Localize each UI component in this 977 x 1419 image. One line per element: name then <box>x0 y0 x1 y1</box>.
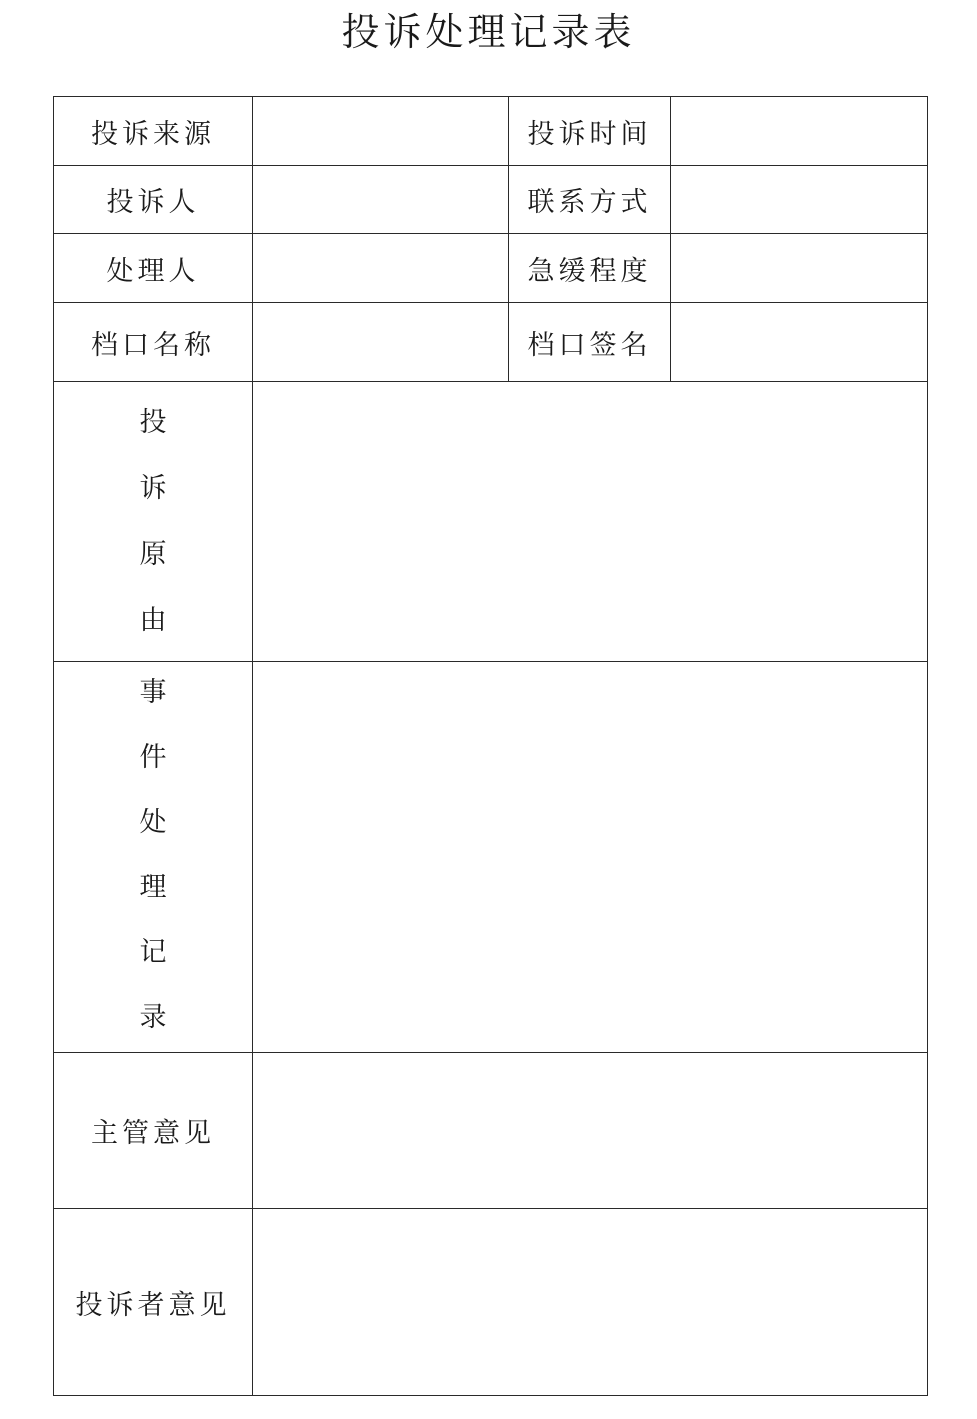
label-char: 原 <box>139 539 167 570</box>
label-handler: 处理人 <box>106 255 200 287</box>
label-complaint-source: 投诉来源 <box>91 118 215 150</box>
label-char: 投 <box>139 407 167 438</box>
form-title: 投诉处理记录表 <box>341 10 636 54</box>
supervisor-opinion-field[interactable] <box>253 1053 927 1208</box>
label-complaint-time: 投诉时间 <box>527 118 652 150</box>
label-char: 处 <box>139 807 167 838</box>
urgency-field[interactable] <box>671 234 927 302</box>
label-stall-signature: 档口签名 <box>527 329 652 361</box>
label-stall-name: 档口名称 <box>91 329 215 361</box>
handling-record-field[interactable] <box>253 662 927 1052</box>
label-char: 由 <box>139 605 167 636</box>
stall-signature-field[interactable] <box>671 303 927 381</box>
complainant-field[interactable] <box>253 166 508 233</box>
label-char: 理 <box>139 872 167 903</box>
complaint-reason-field[interactable] <box>253 382 927 661</box>
label-char: 记 <box>139 937 167 968</box>
label-complainant: 投诉人 <box>106 187 200 218</box>
label-supervisor-opinion: 主管意见 <box>91 1118 215 1149</box>
label-char: 件 <box>139 742 167 773</box>
stall-name-field[interactable] <box>253 303 508 381</box>
complaint-form-table <box>53 96 928 1396</box>
label-char: 事 <box>139 677 167 708</box>
label-handling-record <box>54 677 252 1034</box>
contact-field[interactable] <box>671 166 927 233</box>
label-char: 诉 <box>139 473 167 504</box>
label-complaint-reason <box>54 407 252 637</box>
label-urgency: 急缓程度 <box>527 255 652 287</box>
label-contact: 联系方式 <box>527 187 652 218</box>
label-complainant-opinion: 投诉者意见 <box>75 1289 231 1321</box>
complaint-time-field[interactable] <box>671 97 927 165</box>
complainant-opinion-field[interactable] <box>253 1209 927 1395</box>
complaint-source-field[interactable] <box>253 97 508 165</box>
label-char: 录 <box>139 1002 167 1033</box>
handler-field[interactable] <box>253 234 508 302</box>
